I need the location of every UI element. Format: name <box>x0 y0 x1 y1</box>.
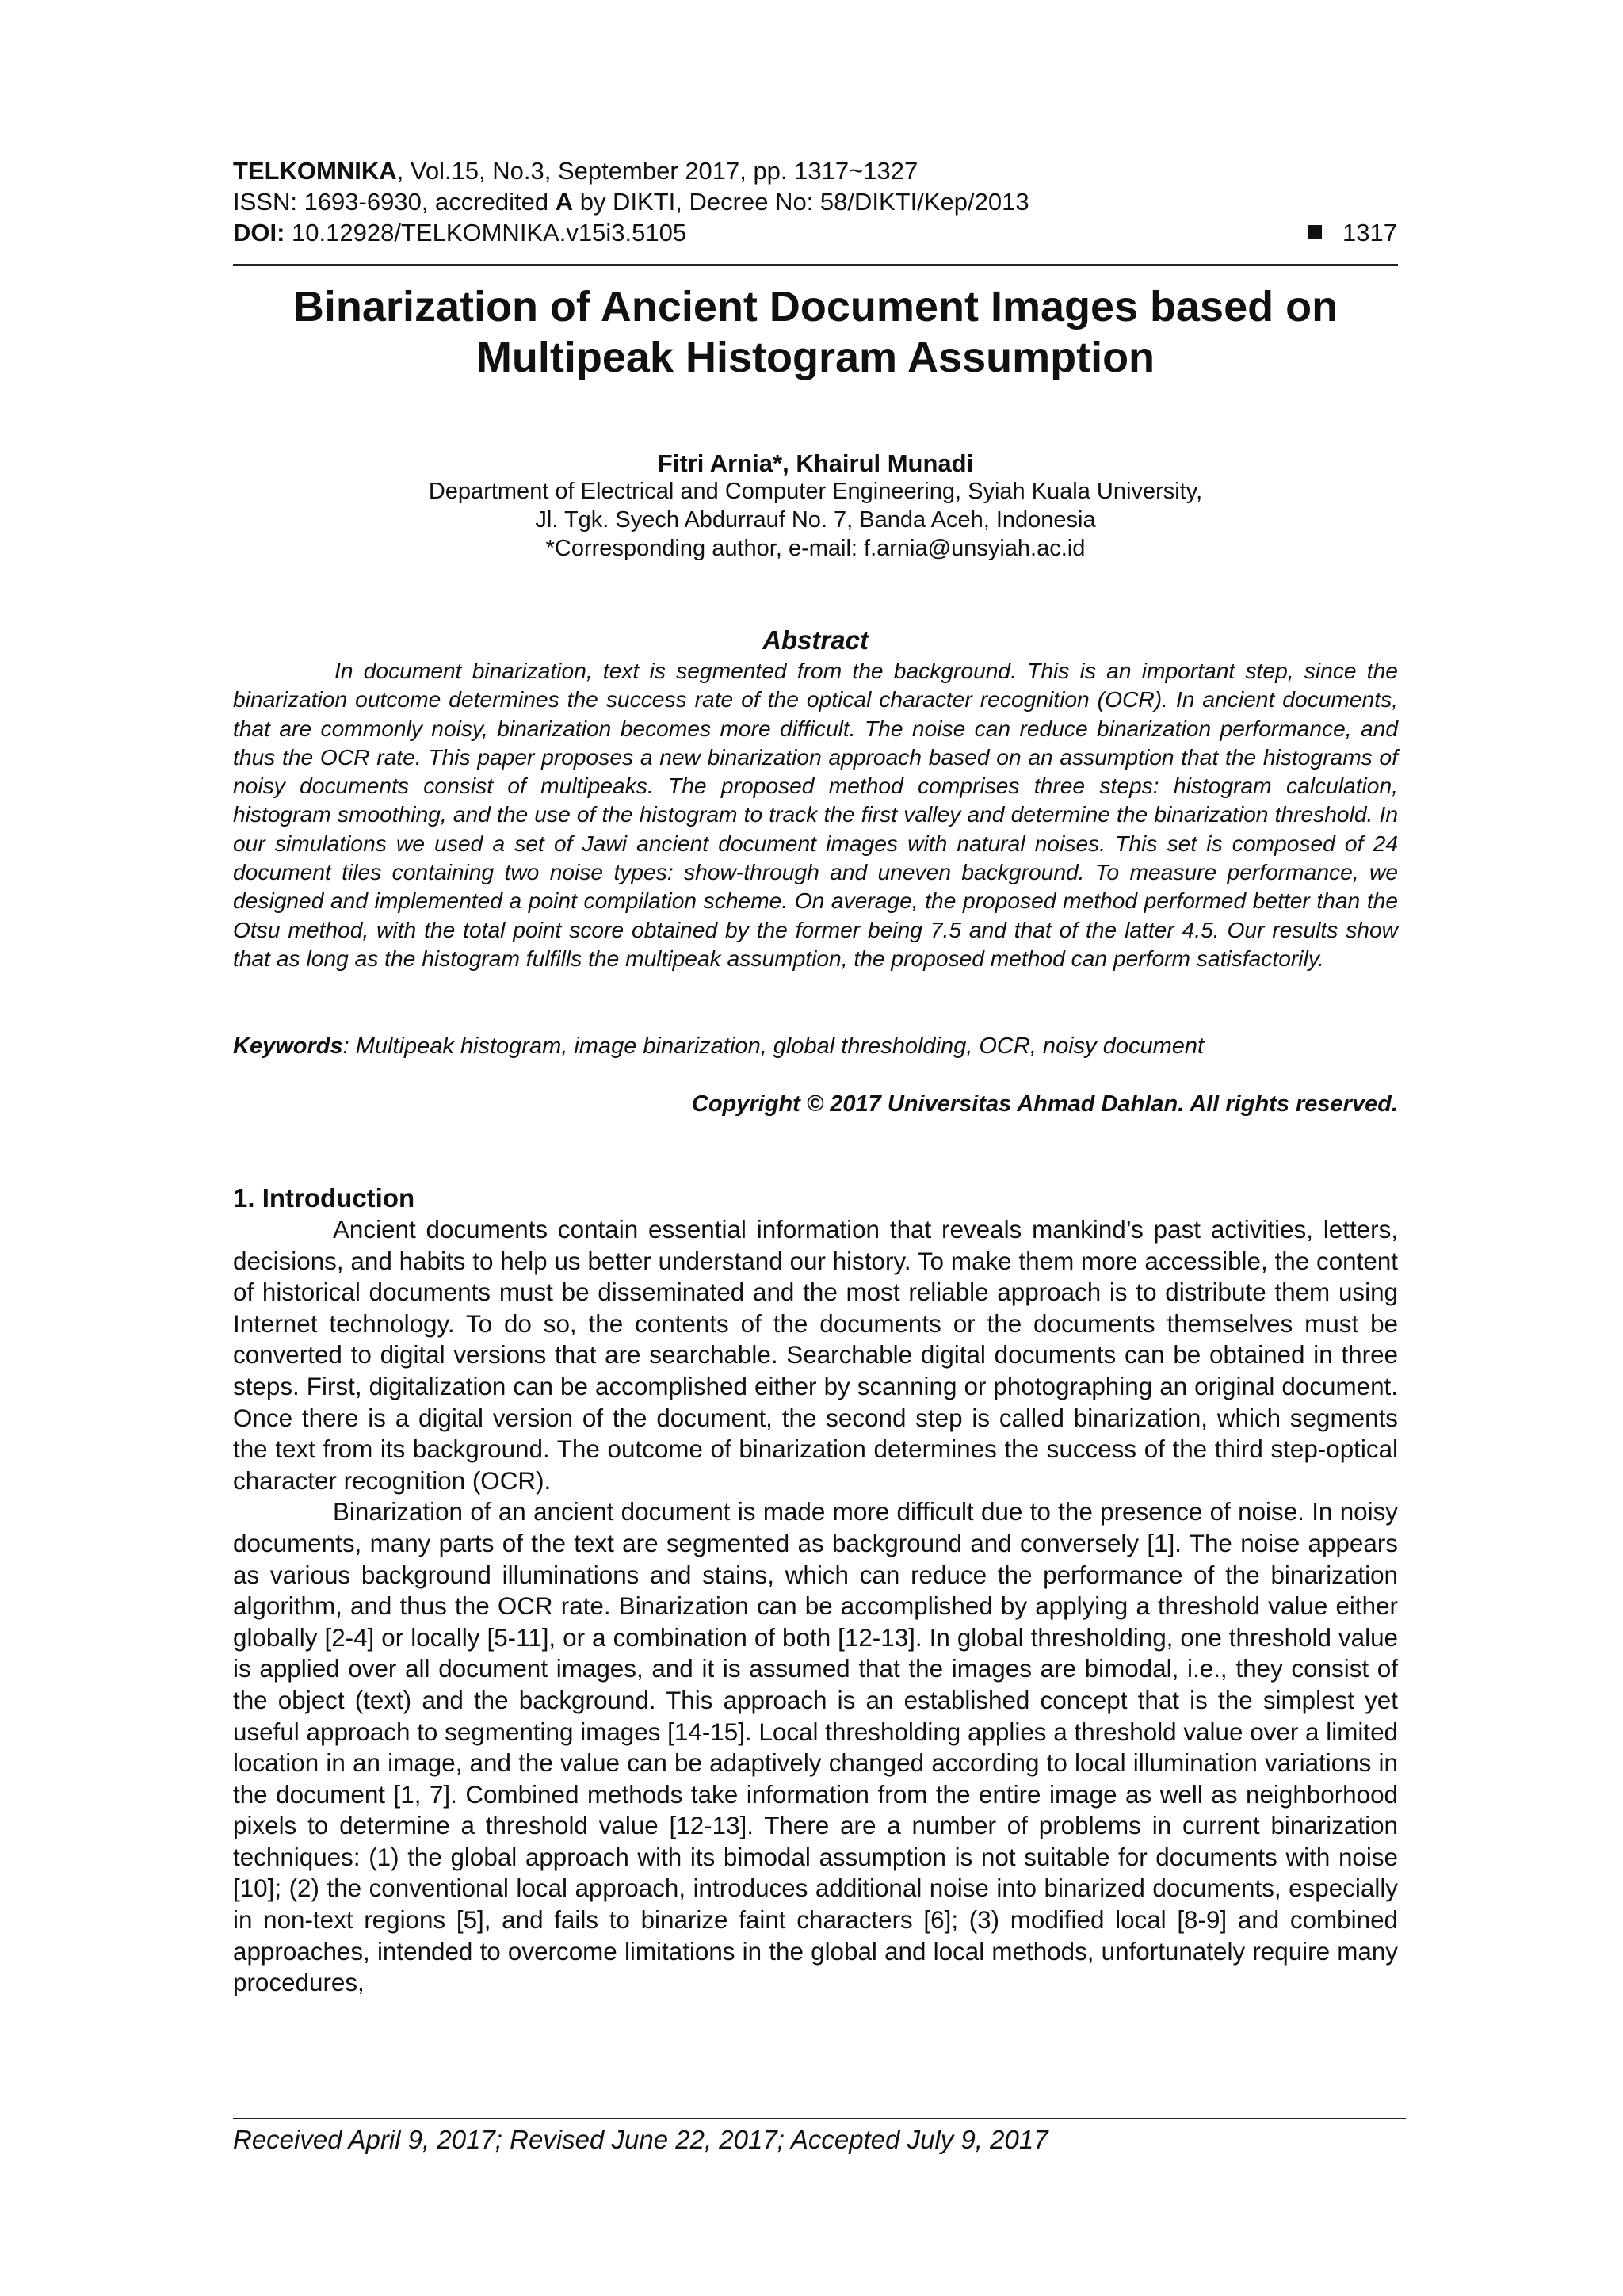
accreditation-grade: A <box>555 188 574 216</box>
doi-line <box>233 218 1398 247</box>
received-dates: Received April 9, 2017; Revised June 22, 2017; Accepted July 9, 2017 <box>233 2125 1048 2154</box>
page-number-value: 1317 <box>1342 219 1397 246</box>
introduction-paragraph-1: Ancient documents contain essential information that reveals mankind’s past activities, letters, decisions, and habits to help us better understand our history. To make them more accessible, the content of historical documents must be disseminated and the most reliable approach is to distribute them using Internet technology. To do so, the contents of the documents or the documents themselves must be converted to digital versions that are searchable. Searchable digital documents can be obtained in three steps. First, digitalization can be accomplished either by scanning or photographing an original document. Once there is a digital version of the document, the second step is called binarization, which segments the text from its background. The outcome of binarization determines the success of the third step-optical character recognition (OCR). <box>233 1216 1398 1495</box>
author-list: Fitri Arnia*, Khairul Munadi <box>657 449 974 477</box>
keywords <box>233 1032 1398 1060</box>
paper-title <box>233 281 1398 383</box>
introduction-paragraph-2: Binarization of an ancient document is made more difficult due to the presence of noise. In noisy documents, many parts of the text are segmented as background and conversely [1]. The noise appears as various background illuminations and stains, which can reduce the performance of the binarization algorithm, and thus the OCR rate. Binarization can be accomplished by applying a threshold value either globally [2-4] or locally [5-11], or a combination of both [12-13]. In global thresholding, one threshold value is applied over all document images, and it is assumed that the images are bimodal, i.e., they consist of the object (text) and the background. This approach is an established concept that is the simplest yet useful approach to segmenting images [14-15]. Local thresholding applies a threshold value over a limited location in an image, and the value can be adaptively changed according to local illumination variations in the document [1, 7]. Combined methods take information from the entire image as well as neighborhood pixels to determine a threshold value [12-13]. There are a number of problems in current binarization techniques: (1) the global approach with its bimodal assumption is not suitable for documents with noise [10]; (2) the conventional local approach, introduces additional noise into binarized documents, especially in non-text regions [5], and fails to binarize faint characters [6]; (3) modified local [8-9] and combined approaches, intended to overcome limitations in the global and local methods, unfortunately require many procedures, <box>233 1498 1398 1997</box>
doi-value: 10.12928/TELKOMNIKA.v15i3.5105 <box>285 219 687 246</box>
introduction-body <box>233 1214 1398 1999</box>
abstract-heading: Abstract <box>762 625 869 655</box>
footer-divider <box>233 2118 1406 2119</box>
decree-text: by DIKTI, Decree No: 58/DIKTI/Kep/2013 <box>573 188 1029 216</box>
journal-name: TELKOMNIKA <box>233 157 397 185</box>
page-number <box>1308 218 1397 247</box>
issn-text: ISSN: 1693-6930, accredited <box>233 188 556 216</box>
section-heading-introduction: 1. Introduction <box>233 1183 415 1213</box>
journal-volume-info: , Vol.15, No.3, September 2017, pp. 1317~1327 <box>396 157 918 185</box>
keywords-label: Keywords <box>233 1033 343 1059</box>
doi-label: DOI: <box>233 219 285 246</box>
abstract-body <box>233 656 1398 972</box>
affiliation-department: Department of Electrical and Computer Engineering, Syiah Kuala University, <box>428 479 1203 504</box>
issn-line <box>233 187 1398 216</box>
title-line-2: Multipeak Histogram Assumption <box>475 334 1155 381</box>
corresponding-author: *Corresponding author, e-mail: f.arnia@unsyiah.ac.id <box>545 536 1086 561</box>
keywords-text: : Multipeak histogram, image binarization, global thresholding, OCR, noisy document <box>342 1033 1205 1059</box>
title-line-1: Binarization of Ancient Document Images based on <box>292 283 1338 330</box>
affiliation <box>233 477 1398 563</box>
square-bullet-icon <box>1308 225 1322 239</box>
affiliation-address: Jl. Tgk. Syech Abdurrauf No. 7, Banda Aceh, Indonesia <box>535 507 1096 533</box>
copyright-notice: Copyright © 2017 Universitas Ahmad Dahlan. All rights reserved. <box>691 1091 1398 1117</box>
abstract-text: In document binarization, text is segmented from the background. This is an important step, since the binarization outcome determines the success rate of the optical character recognition (OCR). In ancient documents, that are commonly noisy, binarization becomes more difficult. The noise can reduce binarization performance, and thus the OCR rate. This paper proposes a new binarization approach based on an assumption that the histograms of noisy documents consist of multipeaks. The proposed method comprises three steps: histogram calculation, histogram smoothing, and the use of the histogram to track the first valley and determine the binarization threshold. In our simulations we used a set of Jawi ancient document images with natural noises. This set is composed of 24 document tiles containing two noise types: show-through and uneven background. To measure performance, we designed and implemented a point compilation scheme. On average, the proposed method performed better than the Otsu method, with the total point score obtained by the former being 7.5 and that of the latter 4.5. Our results show that as long as the histogram fulfills the multipeak assumption, the proposed method can perform satisfactorily. <box>233 658 1398 971</box>
journal-citation <box>233 156 1398 185</box>
header-divider <box>233 264 1398 266</box>
